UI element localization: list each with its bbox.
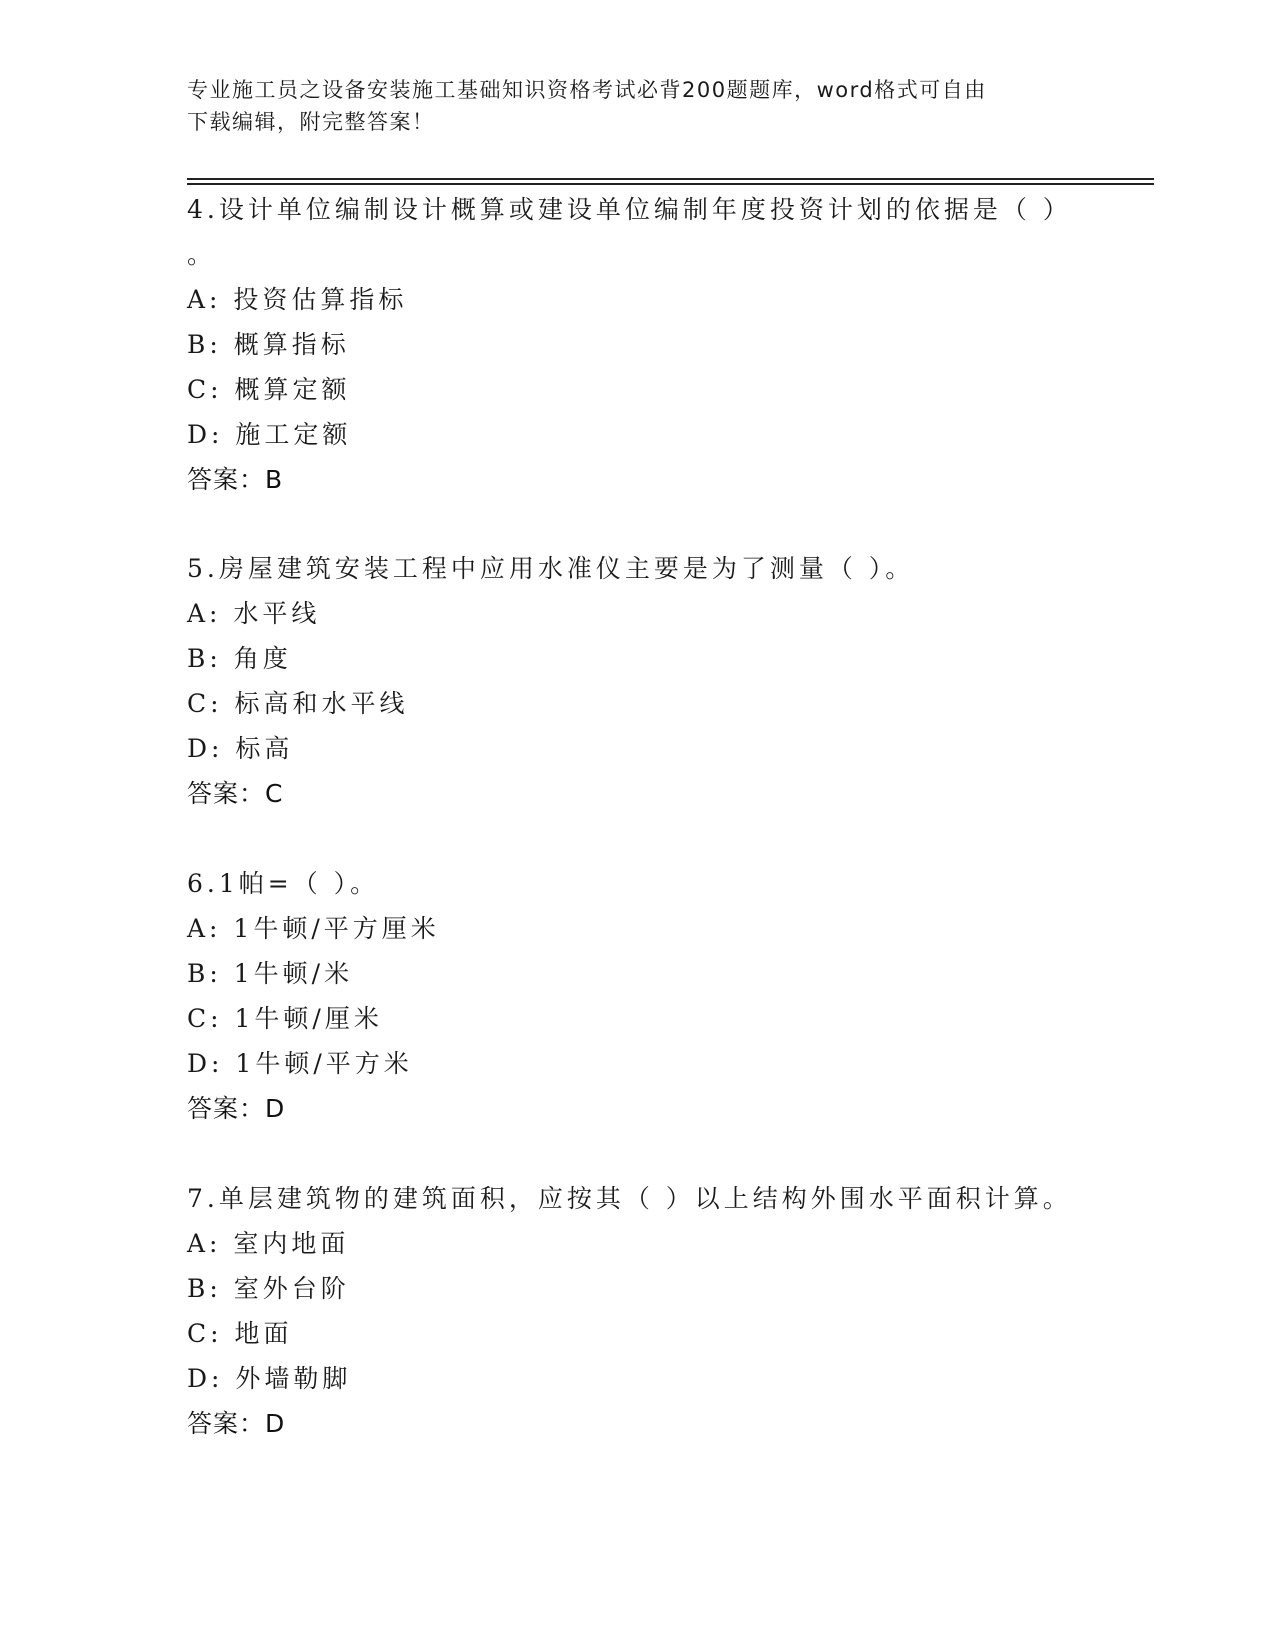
- answer: 答案：C: [187, 779, 284, 808]
- option-d: D: 1牛顿/平方米: [187, 1049, 413, 1078]
- question-stem: 5.房屋建筑安装工程中应用水准仪主要是为了测量（ ）。: [187, 554, 915, 583]
- question-stem: 7.单层建筑物的建筑面积，应按其（ ）以上结构外围水平面积计算。: [187, 1184, 1072, 1213]
- option-a: A: 室内地面: [187, 1229, 350, 1258]
- header-line-2: 下载编辑，附完整答案！: [187, 110, 435, 134]
- question-6: [187, 861, 1087, 1131]
- document-header: [187, 74, 1087, 138]
- option-c: C: 概算定额: [187, 375, 351, 404]
- answer: 答案：D: [187, 1094, 286, 1123]
- double-rule-top: [187, 178, 1154, 180]
- option-c: C: 1牛顿/厘米: [187, 1004, 383, 1033]
- double-rule-bottom: [187, 183, 1154, 185]
- option-c: C: 标高和水平线: [187, 689, 409, 718]
- option-b: B: 概算指标: [187, 330, 350, 359]
- question-5: [187, 546, 1087, 816]
- option-d: D: 外墙勒脚: [187, 1364, 352, 1393]
- answer: 答案：D: [187, 1409, 286, 1438]
- question-stem-continued: 。: [187, 240, 217, 269]
- option-b: B: 角度: [187, 644, 292, 673]
- option-b: B: 室外台阶: [187, 1274, 350, 1303]
- option-d: D: 施工定额: [187, 420, 352, 449]
- answer: 答案：B: [187, 465, 284, 494]
- question-stem: 6.1帕=（ ）。: [187, 869, 380, 898]
- header-line-1: 专业施工员之设备安装施工基础知识资格考试必背200题题库，word格式可自由: [187, 78, 987, 102]
- option-a: A: 水平线: [187, 599, 321, 628]
- option-d: D: 标高: [187, 734, 294, 763]
- option-b: B: 1牛顿/米: [187, 959, 354, 988]
- option-a: A: 1牛顿/平方厘米: [187, 914, 440, 943]
- question-7: [187, 1176, 1087, 1446]
- option-a: A: 投资估算指标: [187, 285, 408, 314]
- question-4: [187, 187, 1087, 502]
- question-stem: 4.设计单位编制设计概算或建设单位编制年度投资计划的依据是（ ）: [187, 195, 1072, 224]
- option-c: C: 地面: [187, 1319, 293, 1348]
